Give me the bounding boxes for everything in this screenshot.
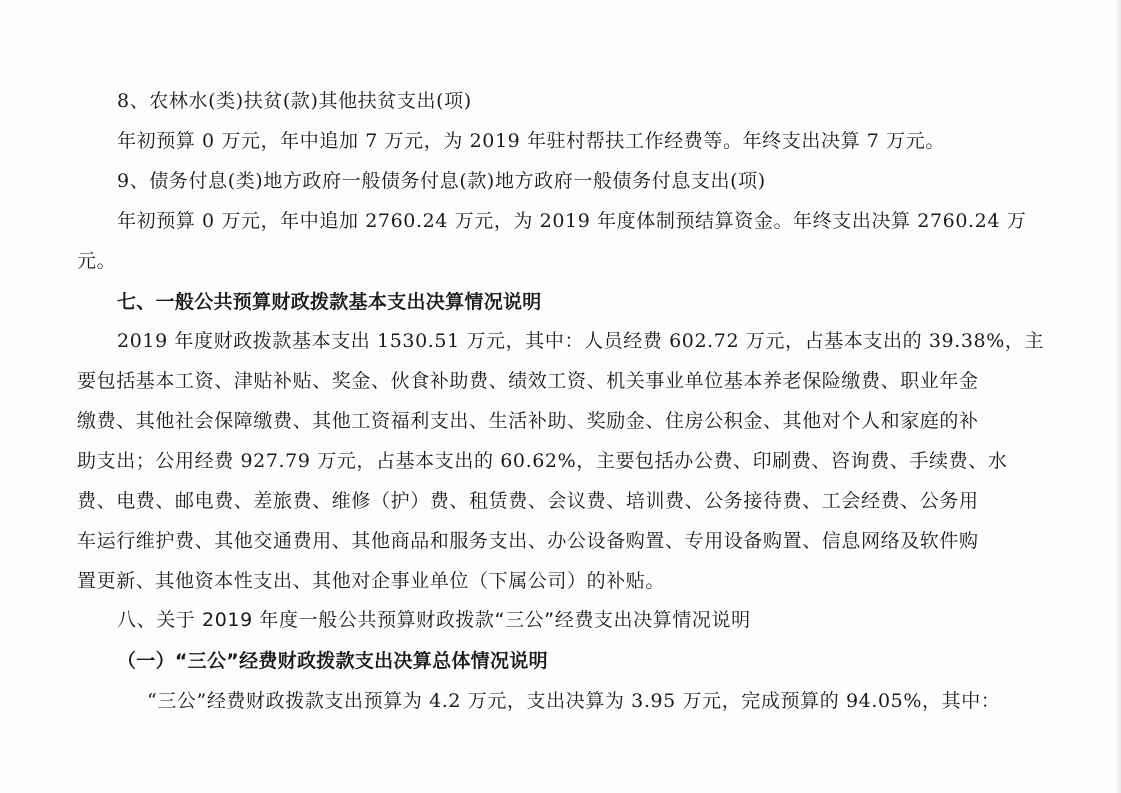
section-7-paragraph-line-2: 要包括基本工资、津贴补贴、奖金、伙食补助费、绩效工资、机关事业单位基本养老保险缴费、职业年金 xyxy=(77,370,979,392)
section-7-paragraph-line-1: 2019 年度财政拨款基本支出 1530.51 万元，其中：人员经费 602.72 万元，占基本支出的 39.38%，主 xyxy=(117,330,1045,352)
item-8-text: 年初预算 0 万元，年中追加 7 万元，为 2019 年驻村帮扶工作经费等。年终支出决算 7 万元。 xyxy=(117,130,945,152)
section-7-heading: 七、一般公共预算财政拨款基本支出决算情况说明 xyxy=(117,291,542,313)
item-9-text-line-2: 元。 xyxy=(77,250,117,272)
item-9-text-line-1: 年初预算 0 万元，年中追加 2760.24 万元，为 2019 年度体制预结算资金。年终支出决算 2760.24 万 xyxy=(117,210,1027,232)
subsection-1-text: “三公”经费财政拨款支出预算为 4.2 万元，支出决算为 3.95 万元，完成预算的 94.05%，其中： xyxy=(147,690,1001,712)
section-7-paragraph-line-7: 置更新、其他资本性支出、其他对企事业单位（下属公司）的补贴。 xyxy=(77,570,666,592)
scan-edge-shadow xyxy=(1115,0,1121,793)
section-7-paragraph-line-4: 助支出；公用经费 927.79 万元，占基本支出的 60.62%，主要包括办公费、印刷费、咨询费、手续费、水 xyxy=(77,450,1008,472)
section-7-paragraph-line-3: 缴费、其他社会保障缴费、其他工资福利支出、生活补助、奖励金、住房公积金、其他对个人和家庭的补 xyxy=(77,410,979,432)
item-8-heading: 8、农林水(类)扶贫(款)其他扶贫支出(项) xyxy=(117,90,472,112)
section-7-paragraph-line-5: 费、电费、邮电费、差旅费、维修（护）费、租赁费、会议费、培训费、公务接待费、工会经费、公务用 xyxy=(77,490,979,512)
section-8-heading: 八、关于 2019 年度一般公共预算财政拨款“三公”经费支出决算情况说明 xyxy=(117,609,751,631)
section-7-paragraph-line-6: 车运行维护费、其他交通费用、其他商品和服务支出、办公设备购置、专用设备购置、信息网络及软件购 xyxy=(77,530,979,552)
item-9-heading: 9、债务付息(类)地方政府一般债务付息(款)地方政府一般债务付息支出(项) xyxy=(117,170,766,192)
subsection-1-heading: （一）“三公”经费财政拨款支出决算总体情况说明 xyxy=(117,650,548,672)
